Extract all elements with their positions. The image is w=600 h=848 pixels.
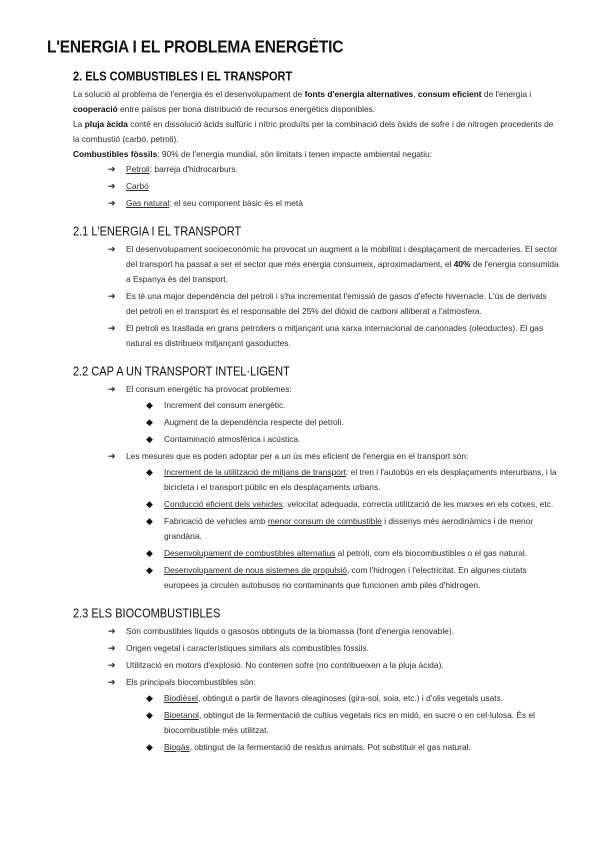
list-item: ➔ Els principals biocombustibles són: ◆ Biodièsel, obtingut a partir de llavors oleaginoses (gira-sol, soia, etc.) i d'olis vegetals usats. ◆ Bioetanol, obtingut de la fermentació de cultius vegetals rics en midó, en sucre o en cel·lulosa. És el biocombustible més utilitzat. ◆ Biogàs, obtingut de la fermentació de residus animals. Pot substituir el gas natural.: [108, 675, 560, 755]
arrow-icon: ➔: [108, 677, 116, 687]
list-item: ➔ Gas natural: el seu component bàsic és el metà: [108, 196, 560, 211]
list-item: ➔ Carbó: [108, 179, 560, 194]
fossil-fuels-list: [47, 162, 560, 211]
arrow-icon: ➔: [108, 198, 116, 208]
list-item: ➔ Origen vegetal i característiques similars als combustibles fòssils.: [108, 641, 560, 656]
list-item: ➔ Es té una major dependència del petroli i s'ha incrementat l'emissió de gasos d'efecte hivernacle. L'ús de derivats del petroli en el transport és el responsable del 25% del diòxid de carboni alliberat a l'atmosfera.: [108, 291, 547, 316]
list-item: ➔ Són combustibles líquids o gasosos obtinguts de la biomassa (font d'energia renovable).: [108, 624, 560, 639]
sublist-item: ◆ Augment de la dependència respecte del petroli.: [146, 415, 560, 430]
diamond-bullet-icon: ◆: [146, 693, 153, 703]
arrow-icon: ➔: [108, 164, 116, 174]
biofuels-sublist: [126, 691, 560, 755]
sublist-item: ◆ Bioetanol, obtingut de la fermentació de cultius vegetals rics en midó, en sucre o en cel·lulosa. És el biocombustible més utilitzat.: [146, 710, 536, 735]
arrow-icon: ➔: [108, 660, 116, 670]
diamond-bullet-icon: ◆: [146, 710, 153, 720]
arrow-icon: ➔: [108, 384, 116, 394]
section-2-paragraph-2: La pluja àcida conté en dissolució àcids sulfúric i nítric produïts per la combinació dels òxids de sofre i de nitrogen procedents de la combustió (carbó, petroli).: [73, 119, 554, 144]
diamond-bullet-icon: ◆: [146, 565, 153, 575]
list-item: ➔ El petroli es trasllada en grans petroliers o mitjançant una xarxa internacional de canonades (oleoductes). El gas natural es distribueix mitjançant gasoductes.: [108, 323, 544, 348]
diamond-bullet-icon: ◆: [146, 467, 153, 477]
list-item: ➔ El consum energètic ha provocat problemes: ◆ Increment del consum energètic. ◆ Augment de la dependència respecte del petroli. ◆ Contaminació atmosfèrica i acústica.: [108, 382, 560, 447]
sublist-item: ◆ Biogàs, obtingut de la fermentació de residus animals. Pot substituir el gas natural.: [146, 740, 560, 755]
sublist-item: ◆ Desenvolupament de combustibles alternatius al petroli, com els biocombustibles o el gas natural.: [146, 546, 560, 561]
diamond-bullet-icon: ◆: [146, 499, 153, 509]
section-2-3-heading: 2.3 ELS BIOCOMBUSTIBLES: [73, 607, 221, 621]
section-2-1-heading: 2.1 L'ENERGIA I EL TRANSPORT: [73, 225, 242, 239]
sublist-item: ◆ Increment del consum energètic.: [146, 398, 560, 413]
arrow-icon: ➔: [108, 291, 116, 301]
section-2-paragraph-3: Combustibles fòssils: 90% de l'energia mundial, són limitats i tenen impacte ambiental negatiu:: [73, 149, 433, 159]
list-item: ➔ El desenvolupament socioeconòmic ha provocat un augment a la mobilitat i desplaçament de mercaderies. El sector del transport ha passat a ser el sector que més energia consumeix, aproximadament, el 40% de l'energia consumida a Espanya és del transport.: [108, 244, 559, 284]
measures-sublist: [126, 465, 560, 593]
biofuels-list: [47, 624, 560, 755]
arrow-icon: ➔: [108, 244, 116, 254]
sublist-item: ◆ Fabricació de vehicles amb menor consum de combustible i dissenys més aerodinàmics i de menor grandària.: [146, 516, 534, 541]
list-item: ➔ Les mesures que es poden adoptar per a un ús més eficient de l'energia en el transport són: ◆ Increment de la utilització de mitjans de transport: el tren i l'autobús en els desplaçaments interurbans, i la bicicleta i el transport públic en els desplaçaments urbans. ◆ Conducció eficient dels vehicles: velocitat adequada, correcta utilització de les marxes en els cotxes, etc. ◆ Fabricació de vehicles amb menor consum de combustible i dissenys més aerodinàmics i de menor grandària. ◆ Desenvolupament de combustibles alternatius al petroli, com els biocombustibles o el gas natural. ◆ Desenvolupament de nous sistemes de propulsió, com l'hidrogen i l'electricitat. En algunes ciutats europees ja circulen autobusos no contaminants que funcionen amb piles d'hidrogen.: [108, 449, 560, 593]
sublist-item: ◆ Conducció eficient dels vehicles: velocitat adequada, correcta utilització de les marxes en els cotxes, etc.: [146, 497, 560, 512]
arrow-icon: ➔: [108, 626, 116, 636]
smart-transport-list: [47, 382, 560, 593]
diamond-bullet-icon: ◆: [146, 400, 153, 410]
diamond-bullet-icon: ◆: [146, 417, 153, 427]
page-title: L'ENERGIA I EL PROBLEMA ENERGÈTIC: [47, 38, 344, 58]
list-item: ➔ Petroli: barreja d'hidrocarburs.: [108, 162, 560, 177]
energy-transport-list: [47, 242, 560, 351]
list-item: ➔ Utilització en motors d'explosió. No contenen sofre (no contribueixen a la pluja àcida).: [108, 658, 560, 673]
diamond-bullet-icon: ◆: [146, 548, 153, 558]
problems-sublist: [126, 398, 560, 447]
section-2-paragraph-1: La solució al problema de l'energia és el desenvolupament de fonts d'energia alternatives, consum eficient de l'energia i cooperació entre països per bona distribució de recursos energètics disponibles.: [73, 89, 532, 114]
arrow-icon: ➔: [108, 643, 116, 653]
arrow-icon: ➔: [108, 323, 116, 333]
section-2-2-heading: 2.2 CAP A UN TRANSPORT INTEL·LIGENT: [73, 365, 290, 379]
sublist-item: ◆ Biodièsel, obtingut a partir de llavors oleaginoses (gira-sol, soia, etc.) i d'olis vegetals usats.: [146, 691, 560, 706]
section-2-heading: 2. ELS COMBUSTIBLES I EL TRANSPORT: [73, 70, 293, 84]
sublist-item: ◆ Increment de la utilització de mitjans de transport: el tren i l'autobús en els desplaçaments interurbans, i la bicicleta i el transport públic en els desplaçaments urbans.: [146, 467, 557, 492]
arrow-icon: ➔: [108, 181, 116, 191]
diamond-bullet-icon: ◆: [146, 516, 153, 526]
diamond-bullet-icon: ◆: [146, 434, 153, 444]
sublist-item: ◆ Contaminació atmosfèrica i acústica.: [146, 432, 560, 447]
diamond-bullet-icon: ◆: [146, 742, 153, 752]
sublist-item: ◆ Desenvolupament de nous sistemes de propulsió, com l'hidrogen i l'electricitat. En algunes ciutats europees ja circulen autobusos no contaminants que funcionen amb piles d'hidrogen.: [146, 565, 527, 590]
arrow-icon: ➔: [108, 451, 116, 461]
